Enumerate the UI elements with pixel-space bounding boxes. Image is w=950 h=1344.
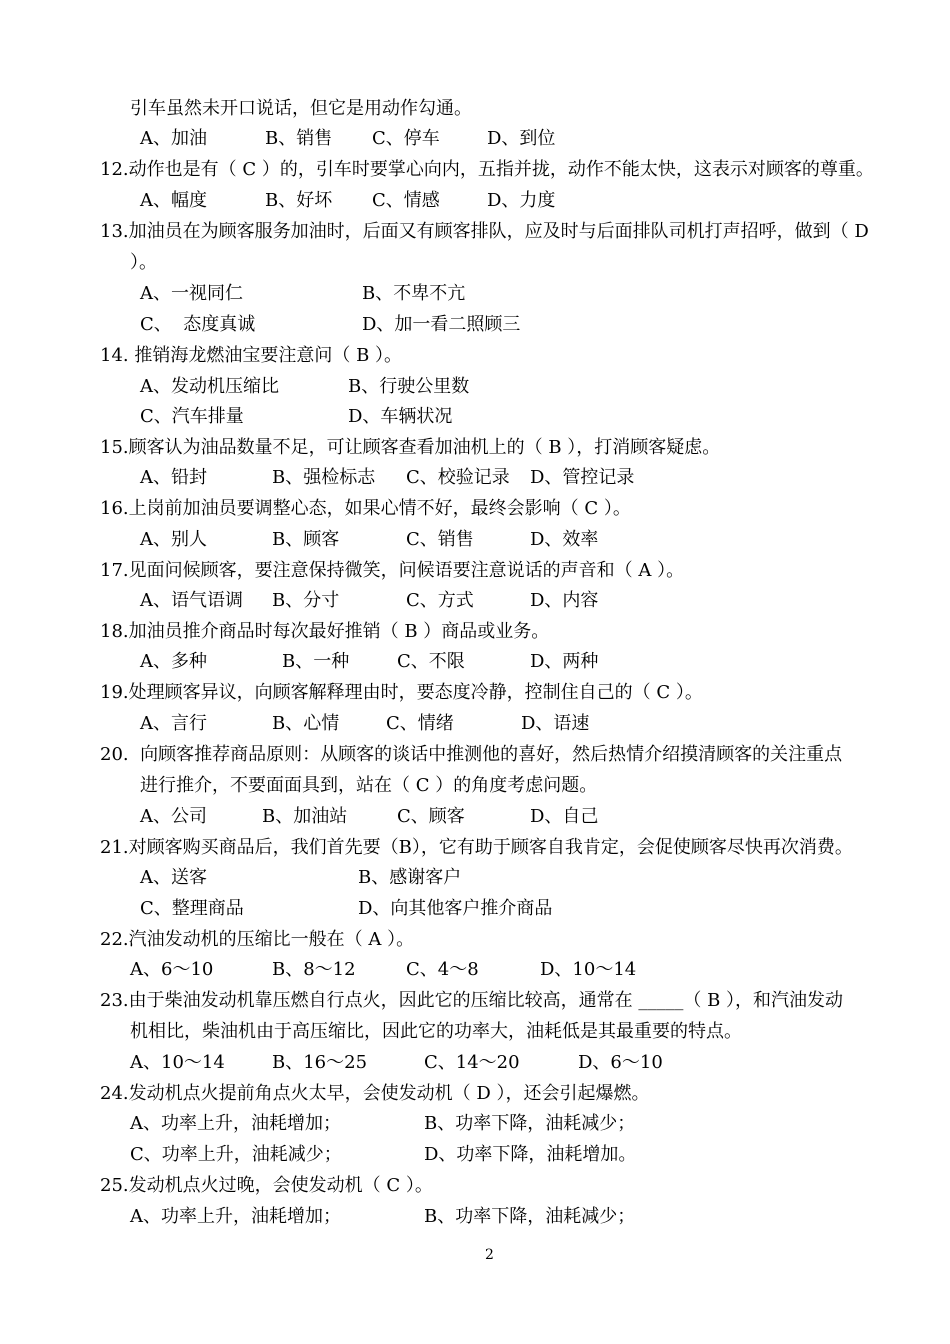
answer-option: B、一种 — [282, 651, 350, 672]
answer-option: A、功率上升，油耗增加； — [130, 1206, 341, 1227]
answer-option: A、一视同仁 — [140, 283, 243, 304]
answer-option: A、10～14 — [130, 1052, 225, 1073]
answer-option: C、14～20 — [424, 1052, 520, 1073]
answer-option: A、发动机压缩比 — [140, 376, 279, 397]
answer-option: D、自己 — [530, 806, 599, 827]
text-line: 25.发动机点火过晚，会使发动机（ C ）。 — [100, 1175, 433, 1196]
text-line: 15.顾客认为油品数量不足，可让顾客查看加油机上的（ B ），打消顾客疑虑。 — [100, 437, 721, 458]
answer-option: D、10～14 — [540, 959, 637, 980]
page-number: 2 — [485, 1247, 494, 1263]
answer-option: A、功率上升，油耗增加； — [130, 1113, 341, 1134]
answer-option: D、力度 — [487, 190, 556, 211]
answer-option: C、销售 — [406, 529, 474, 550]
answer-option: B、8～12 — [272, 959, 356, 980]
answer-option: D、语速 — [521, 713, 590, 734]
answer-option: B、感谢客户 — [358, 867, 462, 888]
text-line: 进行推介，不要面面具到，站在（ C ）的角度考虑问题。 — [140, 775, 598, 796]
answer-option: C、 态度真诚 — [140, 314, 256, 335]
text-line: 19.处理顾客异议，向顾客解释理由时，要态度冷静，控制住自己的（ C ）。 — [100, 682, 703, 703]
answer-option: D、内容 — [530, 590, 599, 611]
answer-option: A、6～10 — [130, 959, 214, 980]
answer-option: D、到位 — [487, 128, 556, 149]
answer-option: C、整理商品 — [140, 898, 244, 919]
answer-option: D、车辆状况 — [348, 406, 453, 427]
answer-option: D、向其他客户推介商品 — [358, 898, 553, 919]
answer-option: A、言行 — [140, 713, 207, 734]
answer-option: C、不限 — [397, 651, 465, 672]
answer-option: A、公司 — [140, 806, 207, 827]
answer-option: B、功率下降，油耗减少； — [424, 1113, 636, 1134]
answer-option: A、多种 — [140, 651, 207, 672]
text-line: 引车虽然未开口说话，但它是用动作勾通。 — [130, 98, 472, 119]
answer-option: B、好坏 — [265, 190, 333, 211]
answer-option: C、4～8 — [406, 959, 479, 980]
answer-option: C、校验记录 — [406, 467, 510, 488]
answer-option: B、不卑不亢 — [362, 283, 466, 304]
answer-option: C、情感 — [372, 190, 440, 211]
text-line: 12.动作也是有（ C ）的，引车时要掌心向内，五指并拢，动作不能太快，这表示对顾客的尊重。 — [100, 159, 874, 180]
text-line: 14. 推销海龙燃油宝要注意问（ B ）。 — [100, 345, 403, 366]
answer-option: C、停车 — [372, 128, 440, 149]
answer-option: B、心情 — [272, 713, 340, 734]
text-line: 16.上岗前加油员要调整心态，如果心情不好，最终会影响（ C ）。 — [100, 498, 631, 519]
text-line: 17.见面问候顾客，要注意保持微笑，问候语要注意说话的声音和（ A ）。 — [100, 560, 685, 581]
answer-option: A、加油 — [140, 128, 207, 149]
answer-option: B、分寸 — [272, 590, 340, 611]
answer-option: B、加油站 — [262, 806, 348, 827]
answer-option: B、功率下降，油耗减少； — [424, 1206, 636, 1227]
answer-option: D、加一看二照顾三 — [362, 314, 521, 335]
answer-option: C、汽车排量 — [140, 406, 244, 427]
answer-option: D、功率下降，油耗增加。 — [424, 1144, 637, 1165]
answer-option: C、方式 — [406, 590, 474, 611]
answer-option: A、幅度 — [140, 190, 207, 211]
answer-option: A、送客 — [140, 867, 207, 888]
answer-option: D、6～10 — [578, 1052, 663, 1073]
answer-option: B、强检标志 — [272, 467, 376, 488]
answer-option: D、两种 — [530, 651, 599, 672]
answer-option: D、管控记录 — [530, 467, 635, 488]
text-line: 21.对顾客购买商品后，我们首先要（B），它有助于顾客自我肯定，会促使顾客尽快再次消费。 — [100, 837, 853, 858]
answer-option: C、顾客 — [397, 806, 465, 827]
text-line: 22.汽油发动机的压缩比一般在（ A ）。 — [100, 929, 415, 950]
answer-option: A、语气语调 — [140, 590, 243, 611]
answer-option: B、行驶公里数 — [348, 376, 470, 397]
text-line: 机相比，柴油机由于高压缩比，因此它的功率大，油耗低是其最重要的特点。 — [130, 1021, 742, 1042]
answer-option: B、16～25 — [272, 1052, 368, 1073]
text-line: ）。 — [130, 252, 157, 273]
answer-option: D、效率 — [530, 529, 599, 550]
answer-option: B、顾客 — [272, 529, 340, 550]
text-line: 13.加油员在为顾客服务加油时，后面又有顾客排队，应及时与后面排队司机打声招呼，做到（ D — [100, 221, 869, 242]
text-line: 18.加油员推介商品时每次最好推销（ B ）商品或业务。 — [100, 621, 550, 642]
text-line: 20. 向顾客推荐商品原则：从顾客的谈话中推测他的喜好，然后热情介绍摸清顾客的关注重点 — [100, 744, 843, 765]
answer-option: C、情绪 — [386, 713, 454, 734]
text-line: 23.由于柴油发动机靠压燃自行点火，因此它的压缩比较高，通常在 _____（ B ），和汽油发动 — [100, 990, 844, 1011]
answer-option: C、功率上升，油耗减少； — [130, 1144, 342, 1165]
answer-option: B、销售 — [265, 128, 333, 149]
answer-option: A、铅封 — [140, 467, 207, 488]
text-line: 24.发动机点火提前角点火太早，会使发动机（ D ），还会引起爆燃。 — [100, 1083, 650, 1104]
answer-option: A、别人 — [140, 529, 207, 550]
